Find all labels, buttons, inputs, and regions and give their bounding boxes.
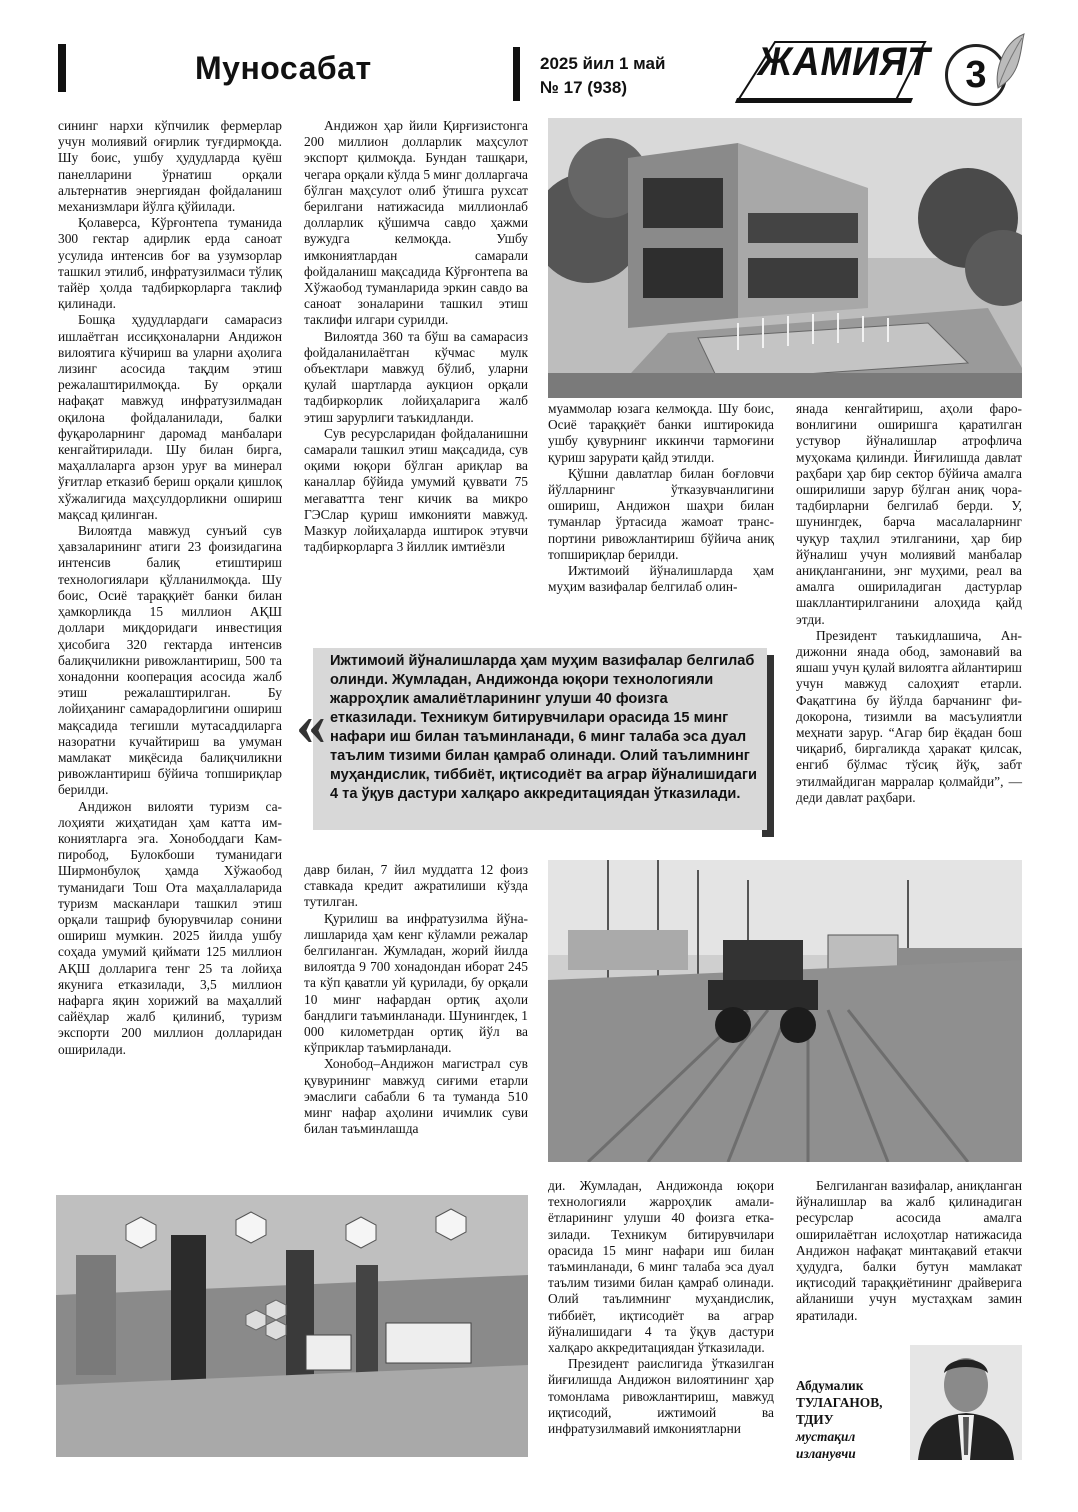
brand-title: ЖАМИЯТ: [758, 40, 931, 84]
column-3: [548, 401, 774, 595]
date-text: 2025 йил 1 май: [540, 54, 666, 73]
header-left-bar: [58, 44, 66, 92]
author-org: ТДИУ: [796, 1412, 834, 1427]
paragraph: Қолаверса, Кўрғонтепа туманида 300 гектар адирлик ерда саноат усулида интенсив боғ ва узумзорлар ташкил этилиб, инфратузилмаси тўлиқ тайёр ҳолда тадбиркорларга таклиф қилинади.: [58, 215, 282, 312]
author-role-line-2: изланувчи: [796, 1446, 856, 1461]
paragraph: Хонобод–Андижон магистрал сув қувурининг мавжуд сиғими етарли эмаслиги сабабли 6 та туманда 510 минг нафар аҳолини ичимлик суви билан таъминлашда: [304, 1056, 528, 1137]
author-role-line-1: мустақил: [796, 1429, 856, 1444]
header-date-bar: [513, 47, 520, 101]
quote-mark-icon: «: [296, 691, 326, 757]
pull-quote-text: Ижтимоий йўналишларда ҳам муҳим вазифалар белгилаб олинди. Жумладан, Андижонда юқори технологияли жарроҳлик амалиётларининг улуши 40 фоизга етказилади. Техникум битирувчилари орасида 15 минг нафари иш билан таъминланади, 6 минг талаба эса дуал таълим тизими билан қамраб олинади. Олий таълимнинг муҳандислик, тиббиёт, иқтисодиёт ва аграр йўналишидаги 4 та ўқув дастури халқаро аккредитациядан ўтказилади.: [330, 653, 757, 802]
paragraph: Ижтимоий йўналишларда ҳам муҳим вазифалар белгилаб олин-: [548, 563, 774, 595]
paragraph: ди. Жумладан, Андижонда юқори технологияли жарроҳлик амалиётларининг улуши 40 фоизга етказилади. Техникум битирувчилари орасида 15 минг нафари иш билан таъминланади, 6 минг талаба эса дуал таълим тизими билан қамраб олинади. Олий таълимнинг муҳандислик, тиббиёт, иқтисодиёт ва аграр йўналишидаги 4 та ўқув дастури халқаро аккредитациядан ўтказилади.: [548, 1178, 774, 1356]
paragraph: Бошқа ҳудудлардаги самарасиз ишлаётган иссиқхоналарни Андижон вилоятига кўчириш ва уларни аҳолига лизинг асосида тақдим этиш режалаштирилмоқда. Бу орқали нафақат мавжуд инфратузилмадан оқилона фойдаланилади, балки фуқароларнинг даромад манбалари кенгайтирилади. Шу билан бирга, маҳаллаларга арзон уруғ ва минерал ўғитлар етказиб бериш орқали қишлоқ хўжалигида маҳсулдорликни ошириш мақсад қилинган.: [58, 312, 282, 522]
paragraph: Қўшни давлатлар билан боғловчи йўлларнинг ўтказувчанлигини ошириш, Андижон шаҳри билан туманлар ўртасида жамоат транспортини ривожлантириш бўйича аниқ топшириқлар берилди.: [548, 465, 774, 562]
hall-interior-photo: [56, 1195, 528, 1457]
column-2-continued: [304, 862, 528, 1137]
column-4: [796, 401, 1022, 806]
paragraph: Вилоятда 360 та бўш ва самарасиз фойдаланилаётган кўчмас мулк объектлари мавжуд бўлиб, уларни қулай шартларда аукцион орқали тадбиркорлик лойиҳаларига жалб этиш зарурлиги таъкидланди.: [304, 328, 528, 425]
building-photo: [548, 118, 1022, 398]
column-1: [58, 118, 282, 1058]
paragraph: муаммолар юзага келмоқда. Шу боис, Осиё тараққиёт банки иштирокида ушбу қувурнинг иккинчи тармоғини қуриш зарурати қайд этилди.: [548, 401, 774, 465]
column-4-continued: [796, 1178, 1022, 1324]
paragraph: Қурилиш ва инфратузилма йўналишларида ҳам кенг кўламли режалар белгиланган. Жумладан, жорий йилда вилоятда 9 700 хонадондан иборат 245 та кўп қаватли уй қурилади, бу орқали 10 минг нафардан ортиқ аҳоли бандлиги таъминланади. Шунингдек, 1 000 километрдан ортиқ йўл ва кўприклар таъмирланади.: [304, 910, 528, 1056]
paragraph: давр билан, 7 йил муддатга 12 фоиз ставкада кредит ажратилиши кўзда тутилган.: [304, 862, 528, 910]
paragraph: Президент таъкидлашича, Андижонни янада обод, замонавий ва яшаш учун қулай вилоятга айлантириш учун мавжуд салоҳият етарли. Фақатгина бу йўлда барчанинг фидокорона, тизимли ва масъулиятли меҳнати зарур. “Агар бир ёқадан бош чиқариб, биргаликда ҳаракат қилсак, енгиб бўлмас тўсиқ йўқ, забт этилмайдиган марралар қолмайди”, — деди давлат раҳбари.: [796, 627, 1022, 805]
pull-quote: [330, 652, 758, 804]
section-title: Муносабат: [195, 50, 372, 86]
paragraph: Президент раислигида ўтказилган йиғилишда Андижон вилоятининг ҳар томонлама ривожлантириш, мавжуд иқтисодий, ижтимоий ва инфратузилмавий имкониятларни: [548, 1356, 774, 1437]
author-first-name: Абдумалик: [796, 1378, 864, 1393]
column-3-continued: [548, 1178, 774, 1437]
paragraph: сининг нархи кўпчилик фермерлар учун молиявий оғирлик туғдирмоқда. Шу боис, ушбу ҳудудларда қуёш панелларини ўрнатиш орқали альтернатив энергиядан фойдаланиш механизмлари йўлга қўйилади.: [58, 118, 282, 215]
issue-number: № 17 (938): [540, 78, 627, 97]
paragraph: Андижон ҳар йили Қирғизистонга 200 миллион долларлик маҳсулот экспорт қилмоқда. Бундан ташқари, чегара орқали кўлда 5 минг долларгача бўлган маҳсулот олиб ўтишга рухсат берилгани натижасида миллионлаб долларлик қўшимча савдо ҳажми вужудга келмоқда. Ушбу имкониятлардан самарали фойдаланиш мақсадида Кўрғонтепа ва Хўжаобод туманларида эркин савдо ва саноат зоналарини ташкил этиш таклифи илгари сурилди.: [304, 118, 528, 328]
page-number: 3: [945, 44, 1007, 106]
paragraph: Андижон вилояти туризм салоҳияти жиҳатидан ҳам катта имкониятларга эга. Хонободдаги Кампиробод, Булокбоши туманидаги Ширмонбулоқ ҳамда Хўжаобод туманидаги Тош Ота маҳаллаларида туризм масканлари ташкил этиш орқали ташриф буюрувчилар сонини ошириш мумкин. 2025 йилда ушбу соҳада умумий қиймати 125 миллион АҚШ долларига тенг 25 та лойиҳа якунига етказилади, 3,5 миллион нафарга яқин хорижий ва маҳаллий сайёҳлар жалб қилиниб, туризм экспорти 200 миллион долларидан оширилади.: [58, 798, 282, 1057]
leaf-icon: [990, 30, 1030, 90]
author-portrait: [910, 1345, 1022, 1460]
author-last-name: ТУЛАГАНОВ,: [796, 1395, 883, 1410]
paragraph: Вилоятда мавжуд сунъий сув ҳавзаларининг атиги 23 фоизидагина интенсив балиқ етиштириш технологиялари қўлланилмоқда. Шу боис, Осиё тараққиёт банки билан ҳамкорликда 15 миллион АҚШ доллари миқдоридаги инвестиция ҳисобига 320 гектарда интенсив балиқчиликни ривожлантириш, 500 та хонадонни кооперация асосида жалб этиш режалаштирилган. Бу лойиҳанинг самарадорлигини ошириш мақсадида тегишли мутасаддиларга назоратни кучайтириш ва умуман мамлакат миқёсида балиқчиликни ривожлантириш бўйича топшириқлар берилди.: [58, 523, 282, 798]
paragraph: Сув ресурсларидан фойдаланишни самарали ташкил этиш мақсадида, сув оқими юқори бўлган ариқлар ва каналлар бўйида умумий қуввати 75 мегаваттга тенг кичик ва микро ГЭСлар қуриш имконияти мавжуд. Мазкур лойиҳаларда иштирок этувчи тадбиркорларга 3 йиллик имтиёзли: [304, 425, 528, 555]
author-byline: [796, 1377, 906, 1462]
paragraph: Белгиланган вазифалар, аниқланган йўналишлар ва жалб қилинадиган ресурслар асосида амалга оширилаётган ислоҳотлар натижасида Андижон нафақат минтақавий етакчи ҳудудга, балки бутун мамлакат иқтисодий тараққиётининг драйверига айланиши учун мустаҳкам замин яратилади.: [796, 1178, 1022, 1323]
issue-date: [540, 52, 665, 100]
column-2: [304, 118, 528, 555]
paragraph: янада кенгайтириш, аҳоли фаровонлигини оширишга қаратилган устувор йўналишлар атрофлича муҳокама қилинди. Йиғилишда давлат раҳбари ҳар бир сектор бўйича амалга оширилиши зарур бўлган аниқ чора-тадбирларни белгилаб берди. У, шунингдек, барча масалаларнинг чуқур таҳлил этилганини, ҳар бир йўналиш учун молиявий манбалар аниқланганини, энг муҳими, реал ва амалга ошириладиган дастурлар шакллантирилганини алоҳида қайд этди.: [796, 401, 1022, 627]
tractor-field-photo: [548, 860, 1022, 1162]
